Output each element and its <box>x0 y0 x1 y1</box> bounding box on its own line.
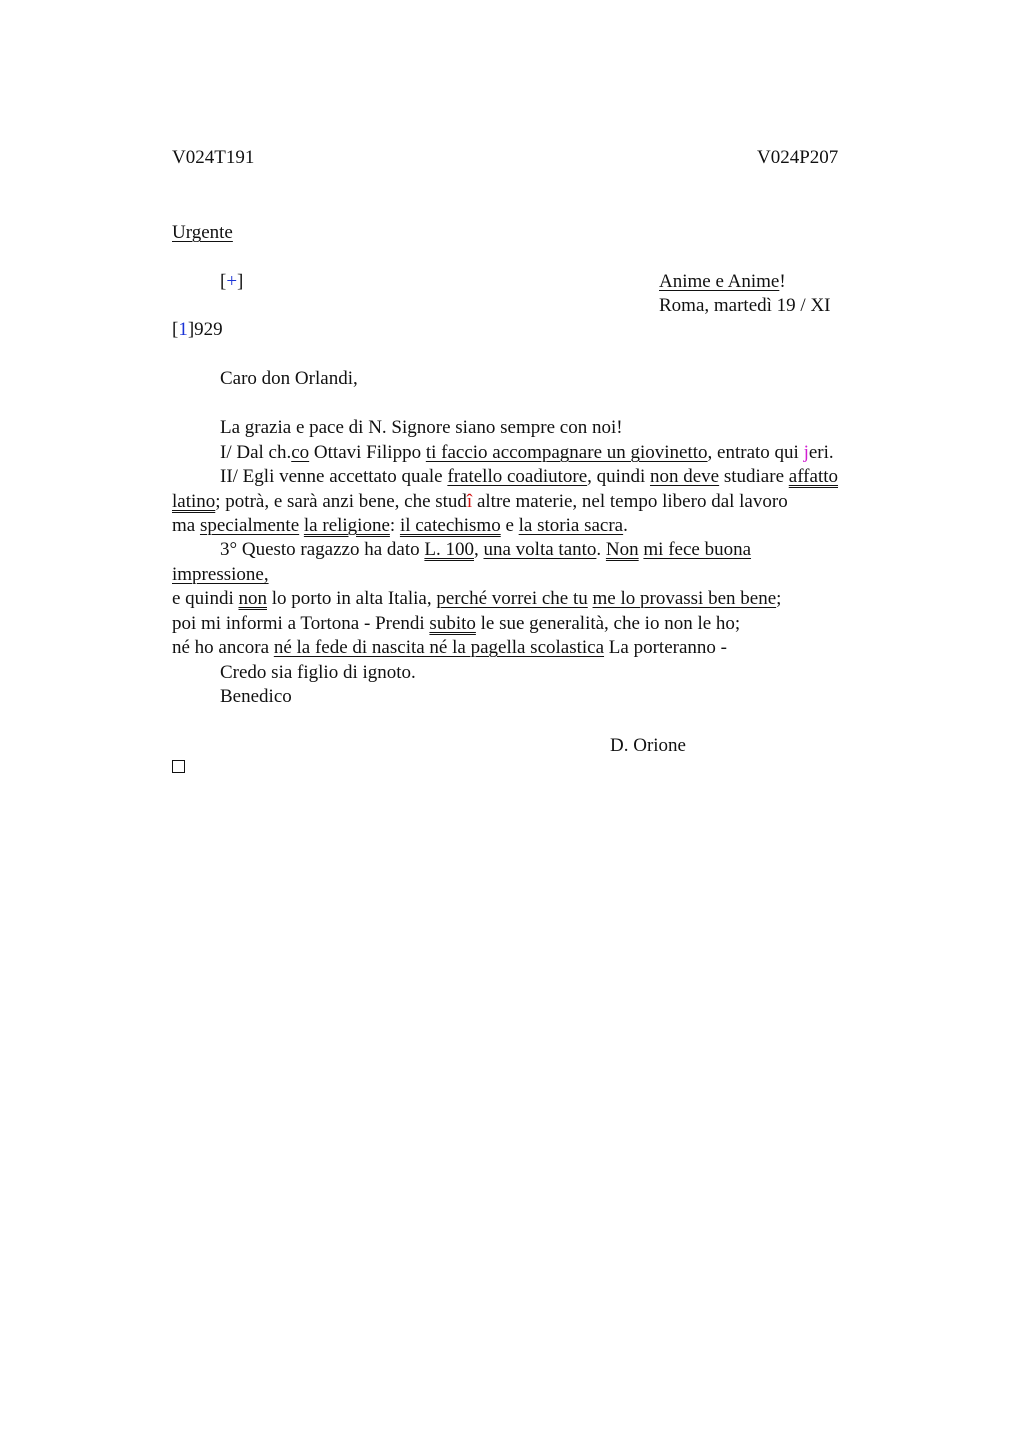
urgent-label: Urgente <box>172 222 233 243</box>
letter-line-3: II/ Egli venne accettato quale fratello coadiutore, quindi non deve studiare affatto <box>220 466 839 487</box>
letter-line-10: né ho ancora né la fede di nascita né la pagella scolastica La porteranno - <box>172 637 727 658</box>
end-marker-box <box>172 760 185 773</box>
document-code-right: V024P207 <box>757 147 839 168</box>
letter-line-8: e quindi non lo porto in alta Italia, perché vorrei che tu me lo provassi ben bene; <box>172 588 782 609</box>
year: [1]929 <box>172 319 223 340</box>
letter-line-11: Credo sia figlio di ignoto. <box>220 662 416 683</box>
cross-mark: [+] <box>220 271 244 292</box>
letter-line-7: impressione, <box>172 564 269 585</box>
letter-line-2: I/ Dal ch.co Ottavi Filippo ti faccio accompagnare un giovinetto, entrato qui jeri. <box>220 442 834 463</box>
dateline: Roma, martedì 19 / XI <box>659 295 831 316</box>
letter-line-6: 3° Questo ragazzo ha dato L. 100, una volta tanto. Non mi fece buona <box>220 539 752 560</box>
letter-line-4: latino; potrà, e sarà anzi bene, che studî altre materie, nel tempo libero dal lavoro <box>172 491 788 512</box>
letter-line-12: Benedico <box>220 686 292 707</box>
letter-line-1: La grazia e pace di N. Signore siano sempre con noi! <box>220 417 623 438</box>
signature: D. Orione <box>610 735 686 756</box>
letter-line-9: poi mi informi a Tortona - Prendi subito le sue generalità, che io non le ho; <box>172 613 741 634</box>
salutation: Caro don Orlandi, <box>220 368 358 389</box>
letter-line-5: ma specialmente la religione: il catechismo e la storia sacra. <box>172 515 628 536</box>
motto: Anime e Anime! <box>659 271 786 292</box>
document-code-left: V024T191 <box>172 147 255 168</box>
